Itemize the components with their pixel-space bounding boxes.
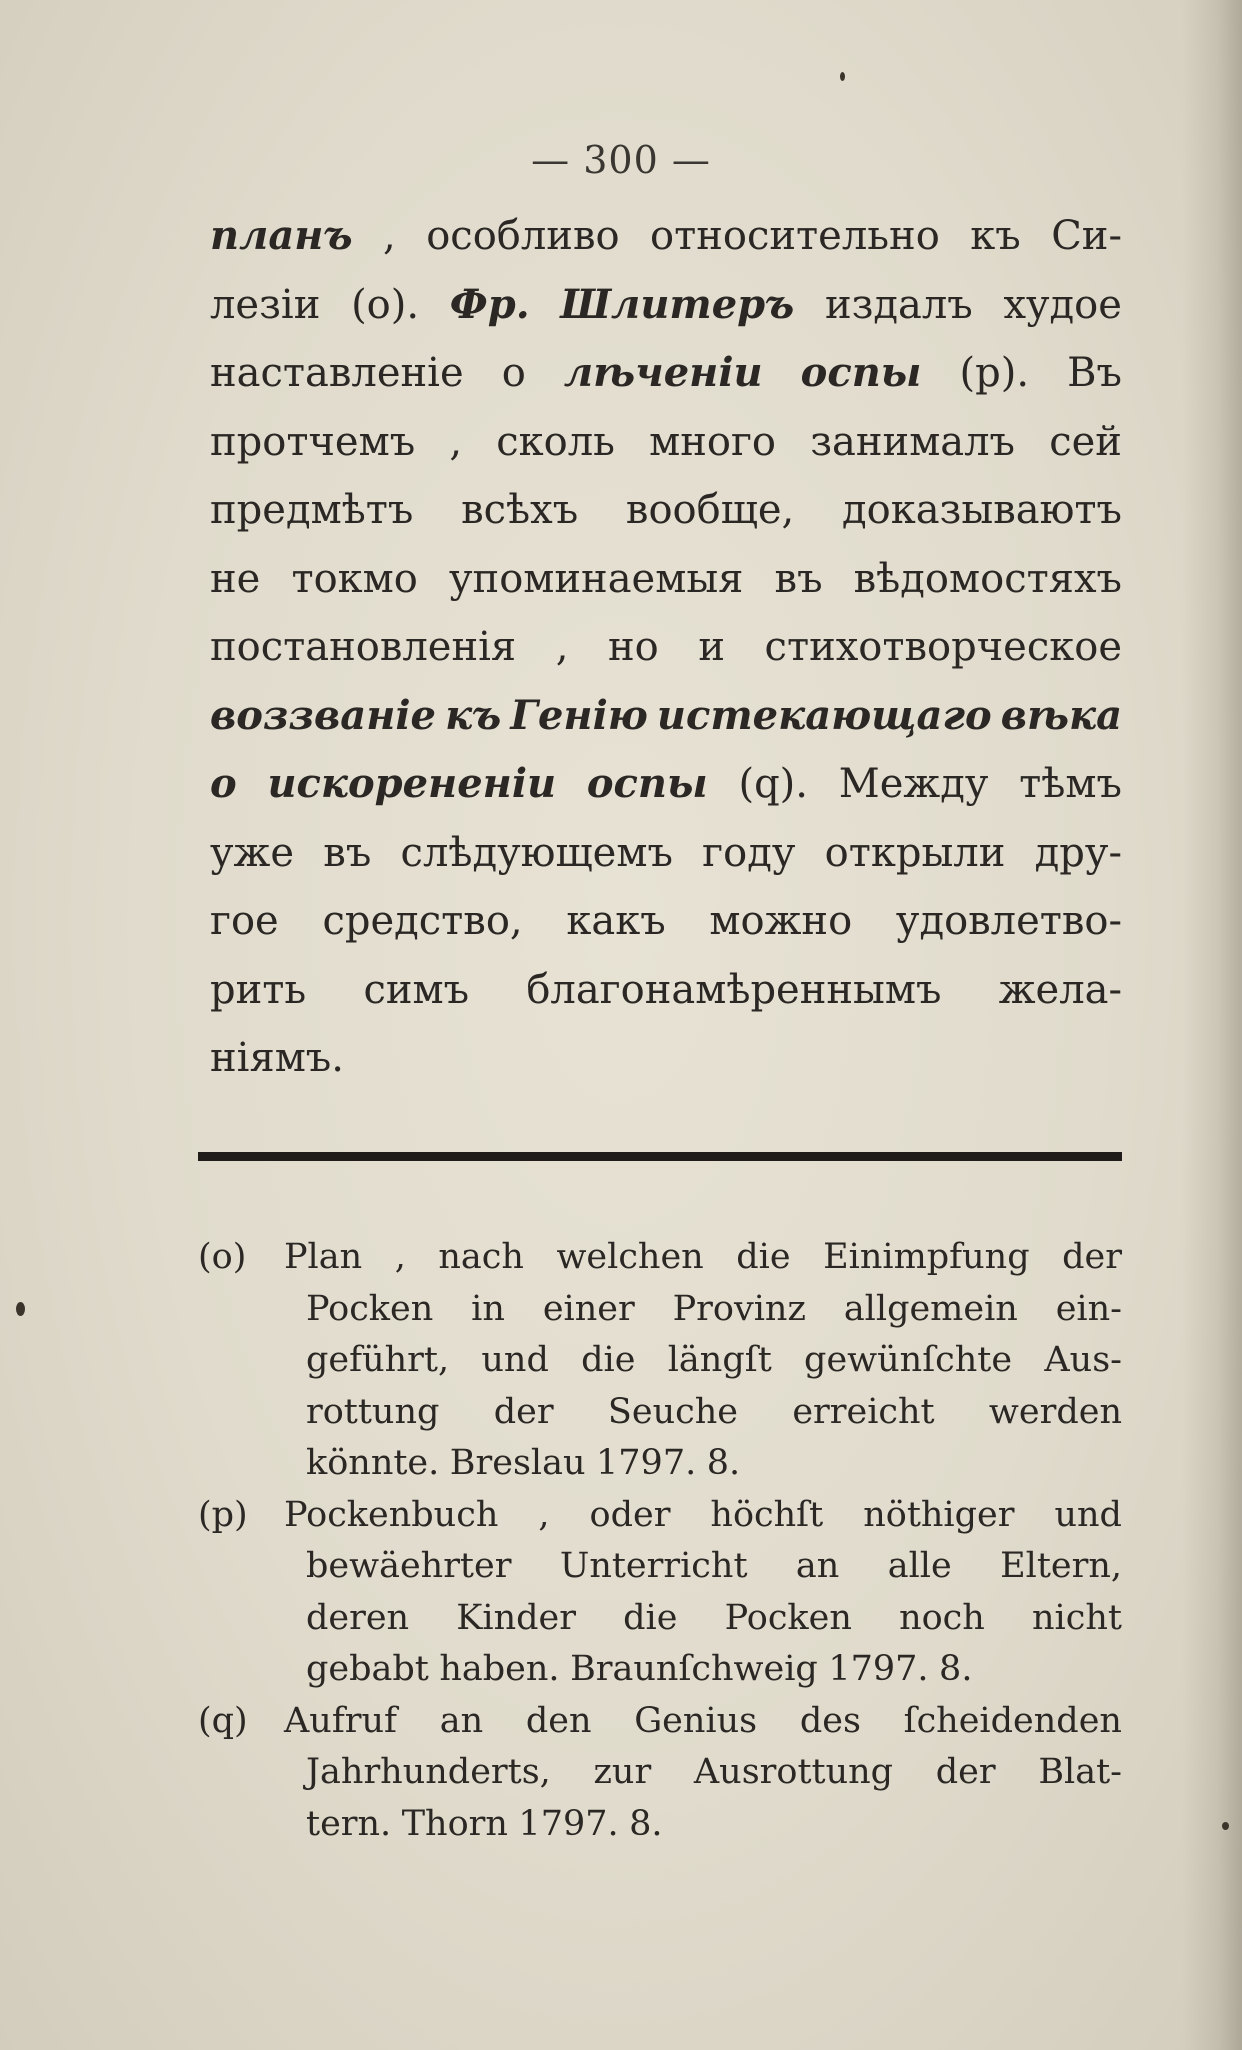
word: Eltern, [1000, 1546, 1122, 1586]
word: протчемъ [210, 418, 416, 465]
word: вообще, [625, 487, 795, 533]
text-line [210, 339, 1122, 408]
text-line [210, 682, 1122, 751]
word: an [795, 1546, 840, 1586]
word: сей [1049, 418, 1122, 465]
word: гое [210, 898, 279, 944]
word: Pockenbuch [284, 1494, 499, 1535]
word: въ [323, 829, 372, 876]
word: постановленія [210, 624, 517, 670]
word: , [449, 418, 463, 465]
ink-spot [16, 1302, 25, 1316]
word: der [1062, 1237, 1122, 1277]
word: deren [306, 1597, 410, 1638]
word: der [493, 1391, 554, 1432]
word: слѣдующемъ [400, 829, 673, 876]
ink-spot [1222, 1822, 1229, 1830]
word: und [1054, 1494, 1122, 1535]
footnote-line [198, 1696, 1122, 1748]
word: welchen [556, 1237, 704, 1277]
footnotes [198, 1232, 1122, 1850]
word: 1797. [828, 1649, 929, 1689]
word: къ [445, 691, 502, 739]
word: Blat- [1038, 1752, 1122, 1792]
word: bewäehrter [306, 1546, 512, 1586]
text-line [210, 750, 1122, 819]
footnote-line [198, 1644, 1122, 1696]
word: оспы [586, 760, 708, 807]
word: издалъ [824, 281, 973, 328]
word: благонамѣреннымъ [526, 966, 942, 1013]
word: Aufruf [284, 1700, 397, 1741]
word: Genius [634, 1700, 758, 1741]
word: къ [970, 213, 1021, 259]
word: (q). [738, 761, 808, 807]
word: Jahrhunderts, [306, 1752, 551, 1792]
word: Unterricht [559, 1546, 748, 1586]
word: an [439, 1700, 484, 1741]
word: tern. [306, 1803, 392, 1844]
footnote-line [198, 1747, 1122, 1799]
footnote-text [284, 1490, 1122, 1542]
text-line [210, 956, 1122, 1025]
word: Между [838, 761, 989, 807]
footnote [198, 1490, 1122, 1696]
text-line [210, 202, 1122, 271]
word: Braunſchweig [570, 1649, 818, 1689]
word: много [649, 418, 777, 465]
word: Шлитеръ [560, 280, 795, 328]
word: allgemein [843, 1288, 1018, 1329]
word: Provinz [672, 1288, 806, 1329]
word: Breslau [449, 1443, 586, 1483]
word: Aus- [1044, 1340, 1122, 1380]
footnote-divider [198, 1152, 1122, 1161]
word: тѣмъ [1019, 761, 1122, 807]
ink-spot [840, 72, 845, 81]
footnote-marker: (q) [198, 1700, 248, 1741]
word: симъ [363, 966, 470, 1013]
word: году [702, 829, 796, 876]
word: die [581, 1340, 636, 1380]
word: Kinder [456, 1597, 576, 1638]
word: истекающаго [656, 691, 992, 739]
word: die [736, 1237, 791, 1277]
footnote-line [198, 1387, 1122, 1439]
main-text [210, 202, 1122, 1093]
word: Einimpfung [823, 1237, 1030, 1277]
word: zur [593, 1752, 652, 1792]
word: erreicht [792, 1391, 935, 1432]
page-edge-shadow [1182, 0, 1242, 2050]
word: rottung [306, 1391, 440, 1432]
footnote-line [198, 1799, 1122, 1851]
word: den [525, 1700, 592, 1741]
footnote-line [198, 1438, 1122, 1490]
word: , [394, 1237, 406, 1277]
text-line [210, 408, 1122, 477]
word: oder [589, 1494, 671, 1535]
word: längſt [667, 1340, 772, 1380]
word: ніямъ. [210, 1035, 344, 1081]
word: но [608, 624, 659, 670]
word: всѣхъ [461, 487, 579, 533]
word: какъ [566, 898, 666, 944]
word: о [210, 760, 237, 807]
word: des [799, 1700, 861, 1741]
word: nöthiger [863, 1494, 1015, 1535]
word: Фр. [449, 280, 530, 328]
word: открыли [824, 829, 1006, 876]
word: 1797. [596, 1443, 697, 1483]
word: gewünſchte [804, 1340, 1013, 1380]
word: , [383, 213, 396, 259]
word: , [538, 1494, 550, 1535]
word: 1797. [518, 1803, 619, 1844]
word: ſcheidenden [903, 1700, 1122, 1741]
footnote-marker: (o) [198, 1237, 247, 1277]
word: жела- [998, 966, 1122, 1013]
word: токмо [291, 555, 418, 602]
word: относительно [650, 213, 940, 259]
word: искорененіи [267, 760, 557, 807]
word: in [471, 1288, 505, 1329]
footnote-text [284, 1696, 1122, 1748]
word: занималъ [810, 418, 1016, 465]
word: Си- [1051, 213, 1122, 259]
word: особливо [426, 213, 620, 259]
text-line [210, 613, 1122, 682]
word: einer [542, 1288, 635, 1329]
footnote [198, 1696, 1122, 1851]
word: дру- [1034, 829, 1122, 876]
word: лезіи [210, 281, 321, 328]
word: вѣдомостяхъ [853, 555, 1122, 602]
word: alle [887, 1546, 952, 1586]
word: gebabt [306, 1649, 429, 1689]
word: Pocken [724, 1597, 852, 1638]
footnote-line [198, 1541, 1122, 1593]
word: стихотворческое [764, 624, 1122, 670]
word: höchſt [710, 1494, 824, 1535]
word: сколь [496, 418, 615, 465]
word: geführt, [306, 1340, 450, 1380]
word: 8. [706, 1443, 741, 1483]
word: (о). [351, 281, 420, 328]
word: noch [899, 1597, 985, 1638]
text-line [210, 819, 1122, 888]
word: наставленіе [210, 350, 464, 396]
word: планъ [210, 212, 353, 259]
word: въ [774, 555, 823, 602]
word: можно [709, 898, 853, 944]
word: nicht [1031, 1597, 1122, 1638]
text-line [210, 271, 1122, 340]
word: 8. [629, 1803, 663, 1844]
word: Въ [1067, 350, 1122, 396]
word: die [623, 1597, 678, 1638]
word: und [481, 1340, 549, 1380]
text-line [210, 887, 1122, 956]
word: ein- [1055, 1288, 1122, 1329]
word: оспы [800, 349, 922, 396]
text-line [210, 476, 1122, 545]
word: и [698, 624, 725, 670]
footnote-line [198, 1284, 1122, 1336]
footnote [198, 1232, 1122, 1490]
word: средство, [322, 898, 523, 944]
footnote-line [198, 1593, 1122, 1645]
word: лѣченіи [563, 349, 763, 396]
text-line [210, 545, 1122, 614]
word: удовлетво- [895, 898, 1122, 944]
word: haben. [439, 1649, 560, 1689]
word: nach [438, 1237, 524, 1277]
word: könnte. [306, 1443, 440, 1483]
word: худое [1003, 281, 1122, 328]
word: о [501, 350, 526, 396]
word: Pocken [306, 1288, 434, 1329]
word: предмѣтъ [210, 487, 414, 533]
word: , [555, 624, 569, 670]
word: воззваніе [210, 691, 436, 739]
word: Ausrottung [693, 1752, 894, 1792]
word: доказываютъ [842, 487, 1122, 533]
footnote-line [198, 1335, 1122, 1387]
word: (р). [959, 350, 1030, 396]
word: упоминаемыя [449, 555, 744, 602]
word: 8. [939, 1649, 973, 1689]
word: Seuche [607, 1391, 738, 1432]
word: der [935, 1752, 996, 1792]
word: Генію [510, 691, 648, 739]
footnote-line [198, 1490, 1122, 1542]
footnote-marker: (p) [198, 1494, 248, 1535]
word: не [210, 555, 261, 602]
word: уже [210, 829, 295, 876]
text-line [210, 1024, 1122, 1093]
word: werden [988, 1391, 1122, 1432]
word: рить [210, 966, 307, 1013]
page-number: — 300 — [531, 138, 711, 182]
word: Plan [284, 1237, 363, 1277]
footnote-text [284, 1232, 1122, 1284]
word: Thorn [401, 1803, 508, 1844]
footnote-line [198, 1232, 1122, 1284]
word: вѣка [1000, 691, 1122, 739]
